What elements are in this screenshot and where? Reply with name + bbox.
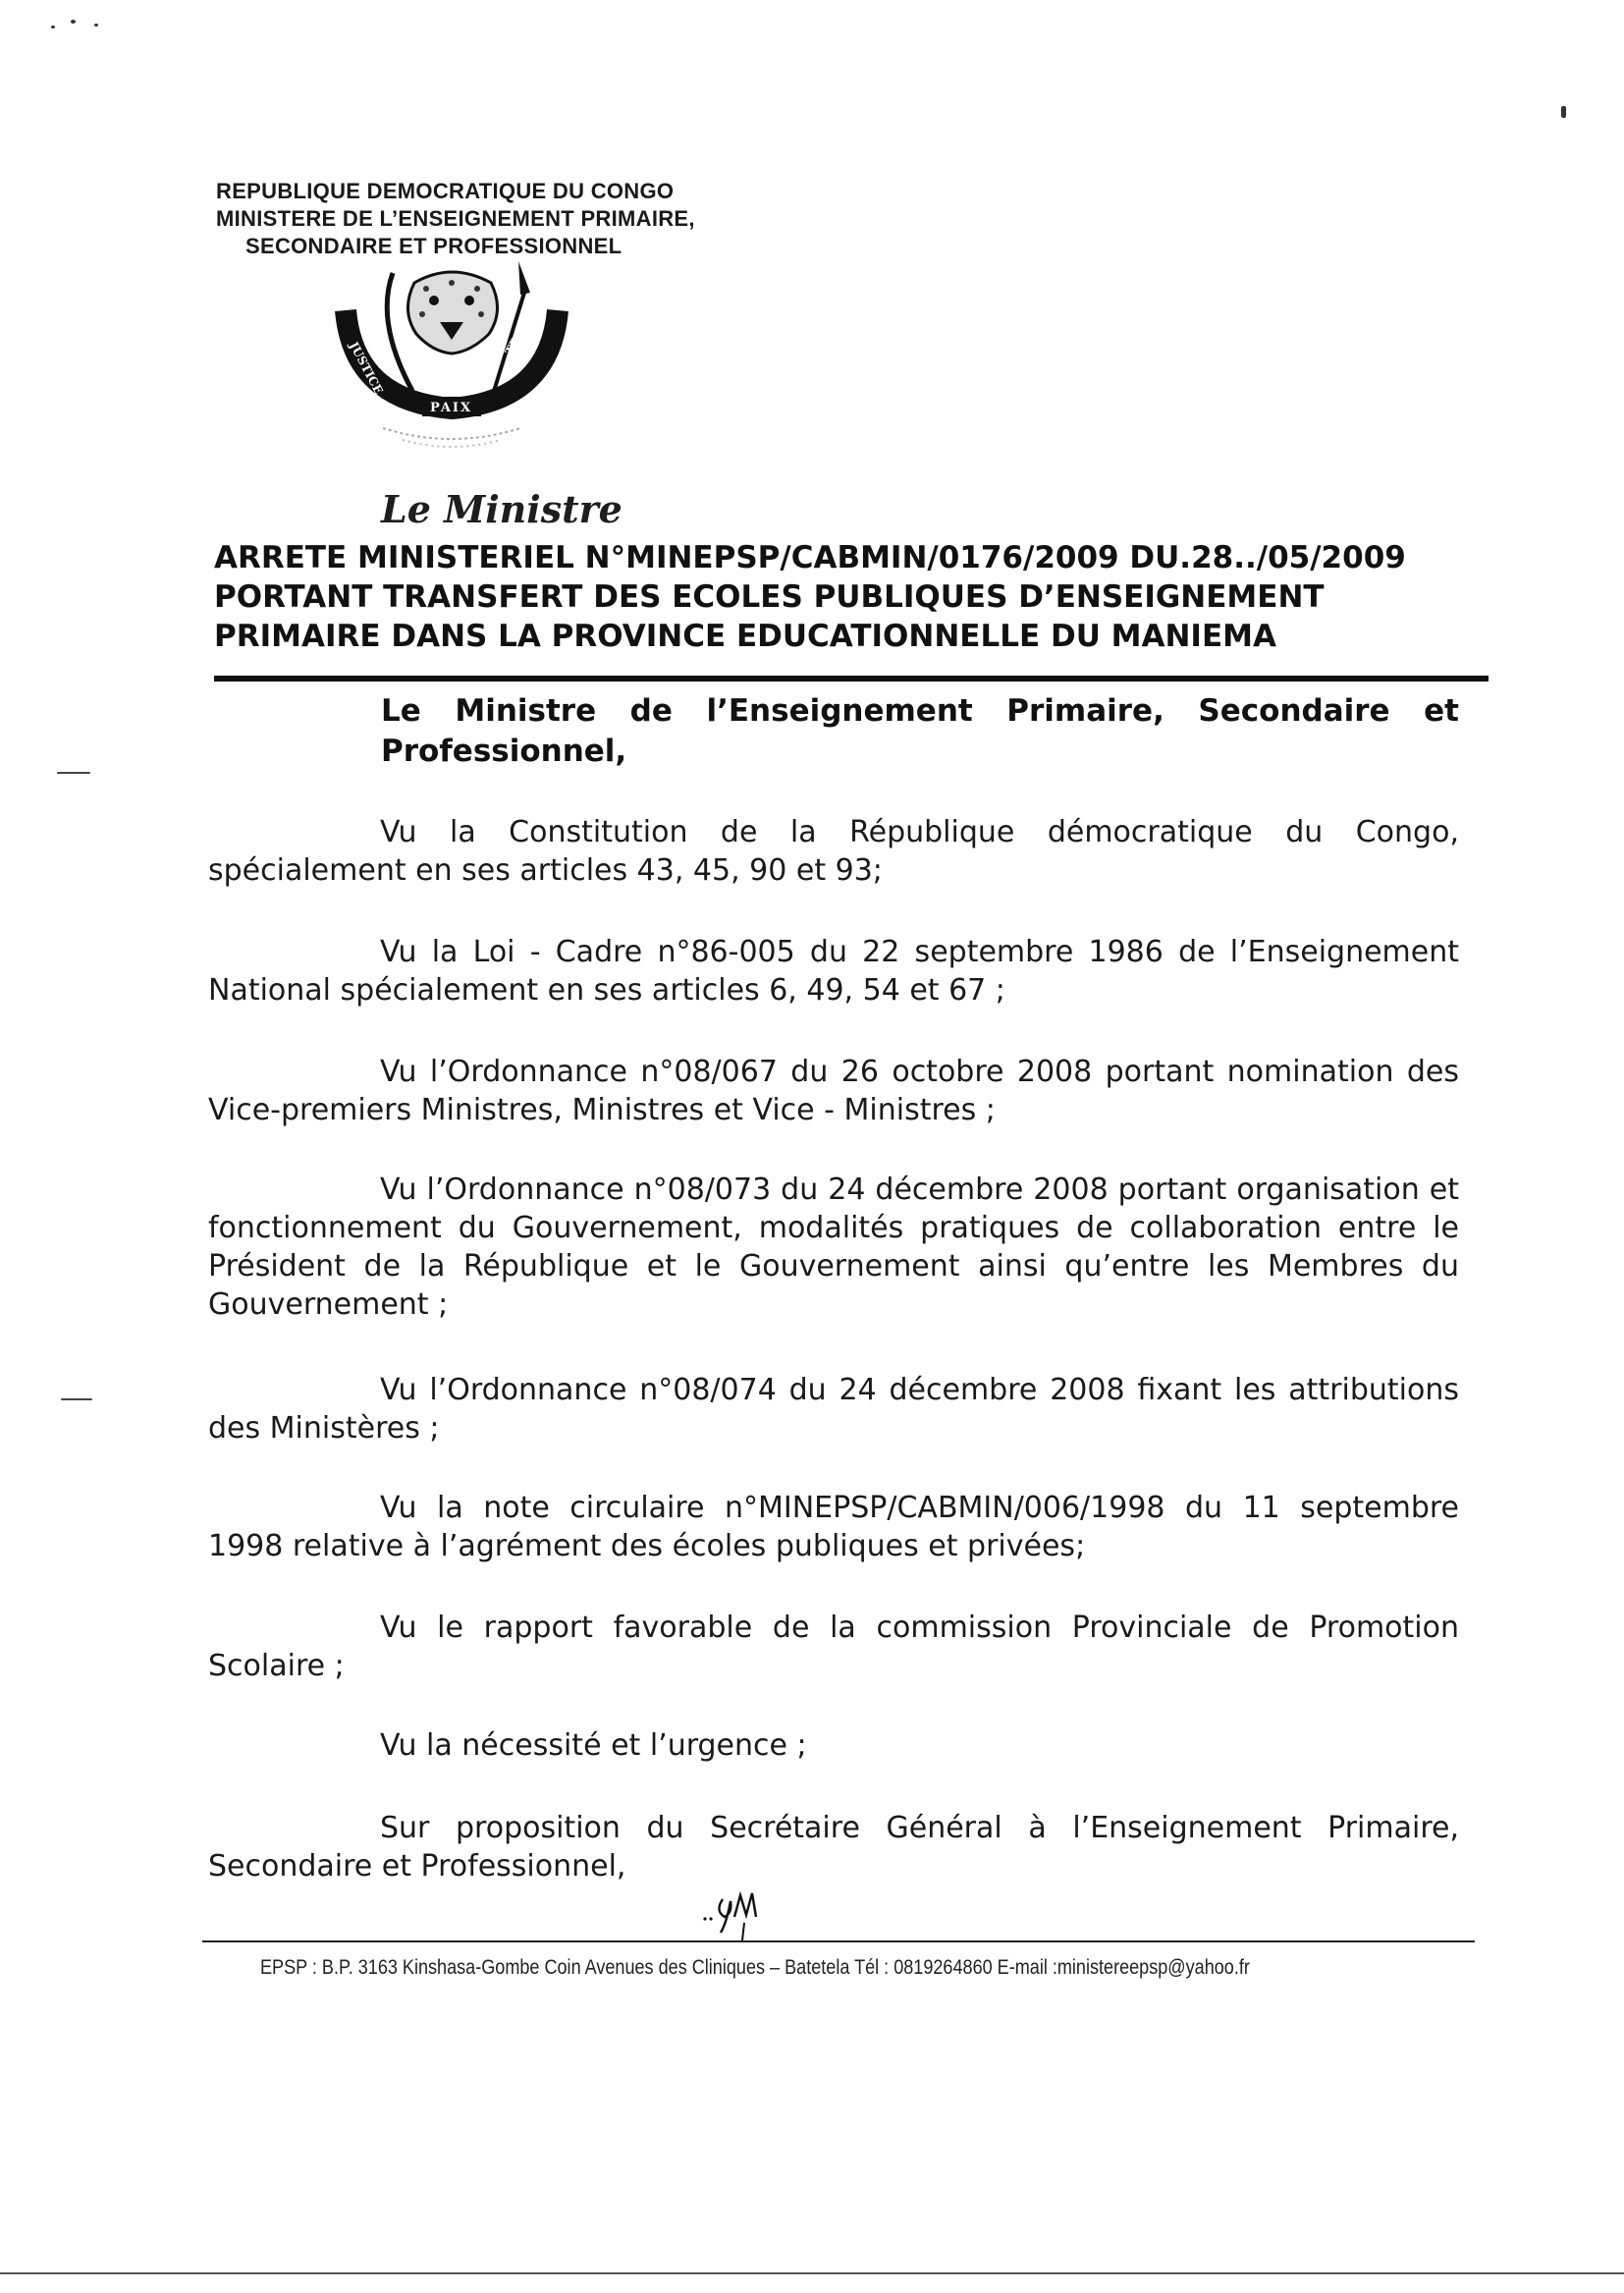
arrete-title-line3: PRIMAIRE DANS LA PROVINCE EDUCATIONNELLE DU MANIEMA	[214, 619, 1276, 654]
footer-divider	[202, 1940, 1475, 1942]
arrete-title-line1: ARRETE MINISTERIEL N°MINEPSP/CABMIN/0176/2009 DU.28../05/2009	[214, 540, 1406, 575]
tusk-icon	[387, 273, 412, 391]
scan-speck	[1561, 106, 1566, 118]
scan-speck	[51, 26, 55, 28]
visa-rapport: Vu le rapport favorable de la commission Provinciale de Promotion Scolaire ;	[208, 1611, 1459, 1683]
scan-speck	[94, 24, 98, 27]
visa-necessite: Vu la nécessité et l’urgence ;	[380, 1728, 807, 1763]
scan-speck	[61, 1398, 92, 1400]
visa-loi-cadre: Vu la Loi - Cadre n°86-005 du 22 septembre 1986 de l’Enseignement National spécialement en ses articles 6, 49, 54 et 67 ;	[208, 935, 1459, 1008]
visa-ordonnance-074: Vu l’Ordonnance n°08/074 du 24 décembre 2008 fixant les attributions des Ministères ;	[208, 1373, 1459, 1446]
visa-constitution: Vu la Constitution de la République démocratique du Congo, spécialement en ses articles 43, 45, 90 et 93;	[208, 815, 1459, 888]
minister-label: Le Ministre	[381, 487, 623, 531]
svg-text:PAIX: PAIX	[430, 401, 473, 415]
svg-text:TRAVAIL: TRAVAIL	[502, 300, 542, 357]
scan-speck	[71, 20, 76, 24]
handwritten-initials	[701, 1878, 780, 1942]
title-divider	[214, 676, 1489, 682]
visa-note-circulaire: Vu la note circulaire n°MINEPSP/CABMIN/006/1998 du 11 septembre 1998 relative à l’agrément des écoles publiques et privées;	[208, 1491, 1459, 1563]
leopard-head-icon	[407, 272, 497, 354]
sur-proposition: Sur proposition du Secrétaire Général à l’Enseignement Primaire, Secondaire et Professionnel,	[208, 1811, 1459, 1884]
visa-ordonnance-067: Vu l’Ordonnance n°08/067 du 26 octobre 2008 portant nomination des Vice-premiers Ministres, Ministres et Vice - Ministres ;	[208, 1055, 1459, 1127]
visa-ordonnance-073: Vu l’Ordonnance n°08/073 du 24 décembre 2008 portant organisation et fonctionnement du Gouvernement, modalités pratiques de collaboration entre le Président de la République et le Gouvernement ainsi qu’entre les Membres du Gouvernement ;	[208, 1173, 1459, 1322]
scan-speck	[57, 772, 90, 774]
header-ministry: MINISTERE DE L’ENSEIGNEMENT PRIMAIRE,	[216, 206, 695, 231]
svg-text:JUSTICE: JUSTICE	[347, 339, 386, 397]
header-republic: REPUBLIQUE DEMOCRATIQUE DU CONGO	[216, 179, 675, 203]
header-ministry-cont: SECONDAIRE ET PROFESSIONNEL	[245, 234, 623, 258]
scan-edge-line	[0, 2272, 1624, 2274]
arrete-title-line2: PORTANT TRANSFERT DES ECOLES PUBLIQUES D’ENSEIGNEMENT	[214, 579, 1325, 615]
coat-of-arms-emblem	[324, 253, 579, 455]
footer-contact: EPSP : B.P. 3163 Kinshasa-Gombe Coin Avenues des Cliniques – Batetela Tél : 0819264860 E-mail :ministereepsp@yahoo.fr	[260, 1956, 1250, 1979]
minister-intro: Le Ministre de l’Enseignement Primaire, Secondaire et Professionnel,	[381, 693, 1459, 769]
